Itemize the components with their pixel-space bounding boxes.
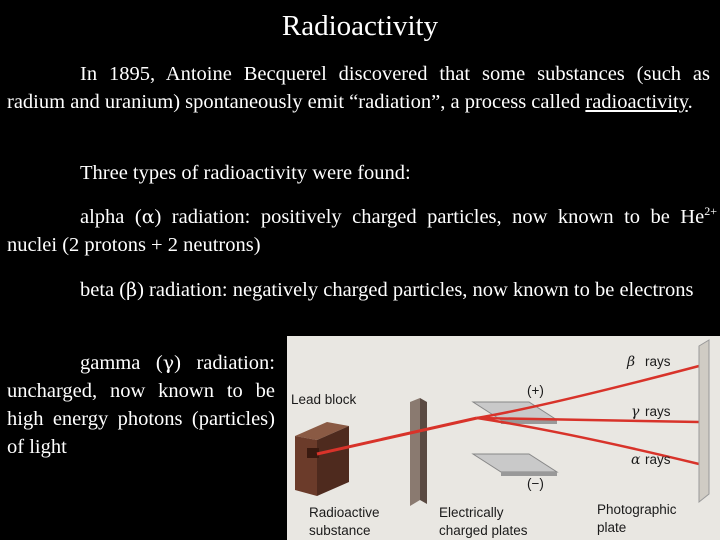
beta-rays-label: rays: [645, 354, 671, 369]
photo-label-2: plate: [597, 520, 627, 535]
negative-plate: [473, 454, 557, 476]
gamma-symbol: γ: [162, 352, 175, 374]
alpha-symbol: α: [141, 206, 155, 228]
radiation-deflection-figure: [287, 336, 720, 540]
gamma-name: gamma: [80, 352, 141, 374]
types-intro-paragraph: [7, 159, 710, 187]
photo-label-1: Photographic: [597, 502, 677, 517]
gamma-rays-label: rays: [645, 404, 671, 419]
beta-rays-symbol: β: [627, 354, 636, 370]
alpha-rays-label: rays: [645, 452, 671, 467]
lead-block-label: Lead block: [291, 392, 357, 407]
plates-label-2: charged plates: [439, 523, 528, 538]
lead-block: [410, 398, 427, 506]
slide-title: Radioactivity: [281, 10, 439, 42]
alpha-text: ) radiation: positively charged particles, now known to be He: [154, 206, 705, 228]
gamma-rays-symbol: γ: [631, 404, 640, 420]
alpha-rays-symbol: α: [631, 452, 641, 468]
beta-paragraph: beta (β) radiation: negatively charged particles, now known to be electrons: [80, 279, 694, 301]
alpha-name: alpha: [80, 206, 125, 228]
plates-label-1: Electrically: [439, 505, 504, 520]
radioactive-label-2: substance: [309, 523, 371, 538]
intro-end: .: [687, 91, 693, 113]
radioactive-label-1: Radioactive: [309, 505, 380, 520]
photographic-plate: [699, 340, 709, 502]
alpha-superscript: 2+: [704, 204, 717, 218]
alpha-paragraph: alpha (α) radiation: positively charged particles, now known to be $He^{2+}$ nuclei (2 protons + 2 neutrons): [7, 204, 717, 256]
beta-name: beta: [80, 279, 115, 301]
gamma-paragraph: gamma (γ) radiation: uncharged, now known to be high energy photons (particles) of light: [7, 352, 276, 458]
radioactive-substance: [295, 422, 349, 496]
beta-symbol: β: [126, 279, 138, 301]
beta-text: ) radiation: negatively charged particles, now known to be electrons: [137, 279, 694, 301]
intro-text: In 1895, Antoine Becquerel discovered that some substances (such as radium and uranium) spontaneously emit “radiation”, a process called: [7, 63, 710, 113]
types-intro-text: Three types of radioactivity were found:: [80, 162, 411, 184]
alpha-text-end: nuclei (2 protons + 2 neutrons): [7, 234, 261, 256]
minus-label: (−): [527, 476, 544, 491]
radioactivity-term: radioactivity: [585, 91, 688, 113]
figure-svg: [287, 336, 720, 540]
intro-paragraph: [7, 60, 710, 116]
plus-label: (+): [527, 383, 544, 398]
gamma-text: ) radiation: uncharged, now known to be high energy photons (particles) of light: [7, 352, 276, 458]
